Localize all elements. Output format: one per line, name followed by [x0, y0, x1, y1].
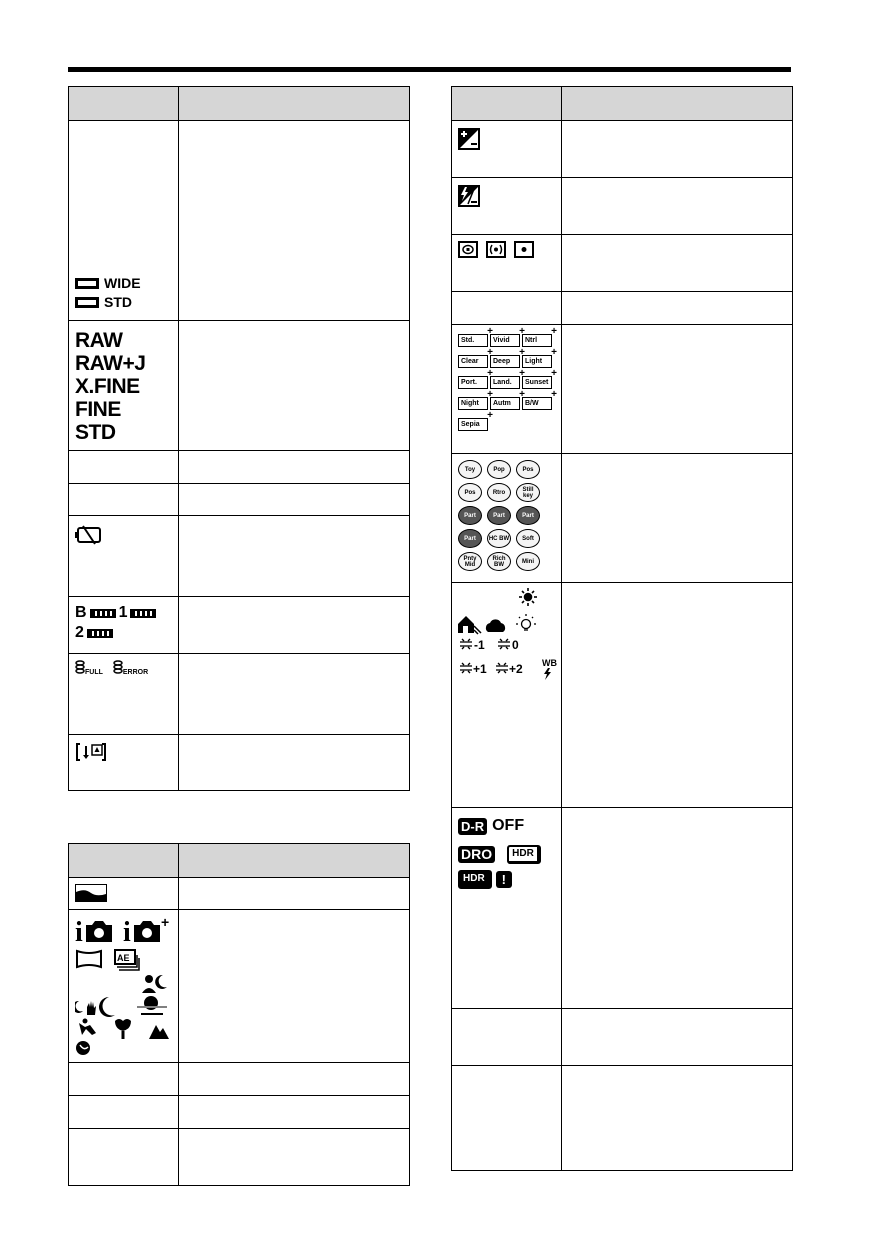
hdr-warning-label: HDR: [458, 870, 492, 889]
empty-cell: [452, 1066, 562, 1171]
center-metering-icon: [486, 241, 506, 258]
battery-icon: [90, 609, 116, 618]
dro-desc: [562, 808, 793, 1009]
std-aspect-icon: [75, 297, 99, 308]
battery-b-label: B: [75, 604, 87, 621]
picture-effect-desc: [562, 454, 793, 583]
empty-cell: [69, 451, 179, 484]
header-display: [452, 87, 562, 121]
memory-desc: [179, 654, 410, 735]
empty-desc: [179, 1063, 410, 1096]
effect-pos-icon: Pos: [516, 460, 540, 479]
upload-cell: [69, 735, 179, 791]
white-balance-cell: [452, 583, 562, 808]
style-bw-icon: B/W +: [522, 397, 552, 410]
left-top-table: [68, 86, 410, 791]
warning-icon: !: [496, 871, 512, 888]
memory-full-icon: [75, 660, 103, 676]
effect-part-yellow-icon: Part: [458, 529, 482, 548]
scene-mode-desc: [179, 910, 410, 1063]
empty-desc: [179, 451, 410, 484]
metering-cell: [452, 235, 562, 292]
aspect-std-label: STD: [104, 294, 132, 310]
wb-plus1-label: +1: [473, 662, 487, 676]
hdr-label: HDR: [507, 845, 541, 864]
effect-miniature-icon: Mini: [516, 552, 540, 571]
scene-mode-cell: [69, 910, 179, 1063]
flash-comp-cell: [452, 178, 562, 235]
landscape-desc: [179, 878, 410, 910]
empty-cell: [69, 484, 179, 516]
style-vivid-icon: Vivid +: [490, 334, 520, 347]
svg-text:+: +: [161, 915, 170, 930]
metering-desc: [562, 235, 793, 292]
format-raw-j: RAW+J: [75, 352, 146, 375]
no-battery-cell: [69, 516, 179, 597]
effect-part-blue-icon: Part: [516, 506, 540, 525]
header-indication: [179, 87, 410, 121]
effect-soft-icon: Soft: [516, 529, 540, 548]
header-display: [69, 87, 179, 121]
svg-text:i: i: [123, 917, 131, 948]
battery-cell: [69, 597, 179, 654]
creative-style-icons: [452, 325, 561, 431]
battery-icon: [130, 609, 156, 618]
wb-flash-label: WB: [542, 658, 557, 668]
battery-2-label: 2: [75, 624, 84, 641]
exposure-comp-desc: [562, 121, 793, 178]
exposure-compensation-icon: [458, 128, 480, 150]
white-balance-icons: [452, 583, 561, 686]
memory-error-label: ERROR: [122, 669, 149, 676]
effect-high-key-icon: Still key: [516, 483, 540, 502]
spot-metering-icon: [514, 241, 534, 258]
style-night-icon: Night +: [458, 397, 488, 410]
landscape-cell: [69, 878, 179, 910]
format-raw: RAW: [75, 329, 123, 352]
empty-desc: [562, 292, 793, 325]
effect-toy-icon: Toy: [458, 460, 482, 479]
aspect-wide-label: WIDE: [104, 275, 141, 291]
empty-desc: [179, 1129, 410, 1186]
no-battery-desc: [179, 516, 410, 597]
picture-effect-cell: [452, 454, 562, 583]
dro-cell: [452, 808, 562, 1009]
empty-cell: [452, 292, 562, 325]
style-autm-icon: Autm +: [490, 397, 520, 410]
white-balance-desc: [562, 583, 793, 808]
dro-off-tag: D-R: [458, 818, 487, 835]
style-land-icon: Land. +: [490, 376, 520, 389]
effect-part-red-icon: Part: [458, 506, 482, 525]
effect-rich-bw-icon: Rich BW: [487, 552, 511, 571]
effect-retro-icon: Rtro: [487, 483, 511, 502]
quality-desc: [179, 321, 410, 451]
effect-pop-icon: Pop: [487, 460, 511, 479]
format-std: STD: [75, 421, 116, 444]
empty-desc: [179, 484, 410, 516]
style-deep-icon: Deep +: [490, 355, 520, 368]
format-fine: FINE: [75, 398, 121, 421]
wb-plus2-label: +2: [509, 662, 523, 676]
creative-style-cell: [452, 325, 562, 454]
aspect-cell: [69, 121, 179, 321]
dro-off-label: OFF: [492, 817, 525, 834]
flash-compensation-icon: [458, 185, 480, 207]
memory-full-label: FULL: [85, 669, 103, 676]
battery-1-label: 1: [118, 604, 128, 621]
picture-effect-icons: [452, 454, 561, 571]
upload-icon: [75, 742, 107, 762]
empty-desc: [562, 1066, 793, 1171]
multi-metering-icon: [458, 241, 478, 258]
effect-part-green-icon: Part: [487, 506, 511, 525]
header-indication: [562, 87, 793, 121]
wb-minus1-label: -1: [474, 638, 485, 652]
style-sepia-icon: Sepia +: [458, 418, 488, 431]
style-std-icon: Std. +: [458, 334, 488, 347]
format-xfine: X.FINE: [75, 375, 140, 398]
memory-cell: [69, 654, 179, 735]
effect-hc-bw-icon: HC BW: [487, 529, 511, 548]
top-rule: [68, 67, 791, 72]
dro-icons: [452, 808, 561, 889]
empty-desc: [179, 1096, 410, 1129]
wb-zero-label: 0: [512, 638, 519, 652]
wide-aspect-icon: [75, 278, 99, 289]
header-indication: [179, 844, 410, 878]
effect-painting-icon: Pnty Mid: [458, 552, 482, 571]
empty-desc: [562, 1009, 793, 1066]
memory-error-icon: [113, 660, 148, 676]
empty-cell: [69, 1129, 179, 1186]
creative-style-desc: [562, 325, 793, 454]
header-display: [69, 844, 179, 878]
landscape-icon: [75, 884, 107, 902]
effect-pos-bw-icon: Pos: [458, 483, 482, 502]
style-sunset-icon: Sunset +: [522, 376, 552, 389]
style-port-icon: Port. +: [458, 376, 488, 389]
empty-cell: [452, 1009, 562, 1066]
left-bottom-table: [68, 843, 410, 1186]
svg-text:AE: AE: [117, 953, 130, 963]
aspect-desc: [179, 121, 410, 321]
battery-desc: [179, 597, 410, 654]
style-light-icon: Light +: [522, 355, 552, 368]
right-table: [451, 86, 793, 1171]
quality-cell: [69, 321, 179, 451]
no-battery-icon: [75, 525, 105, 545]
scene-mode-icons: [69, 910, 178, 1055]
style-ntrl-icon: Ntrl +: [522, 334, 552, 347]
upload-desc: [179, 735, 410, 791]
style-clear-icon: Clear +: [458, 355, 488, 368]
battery-icon: [87, 629, 113, 638]
dro-label: DRO: [458, 846, 495, 863]
empty-cell: [69, 1096, 179, 1129]
empty-cell: [69, 1063, 179, 1096]
svg-text:i: i: [75, 917, 83, 948]
exposure-comp-cell: [452, 121, 562, 178]
flash-comp-desc: [562, 178, 793, 235]
